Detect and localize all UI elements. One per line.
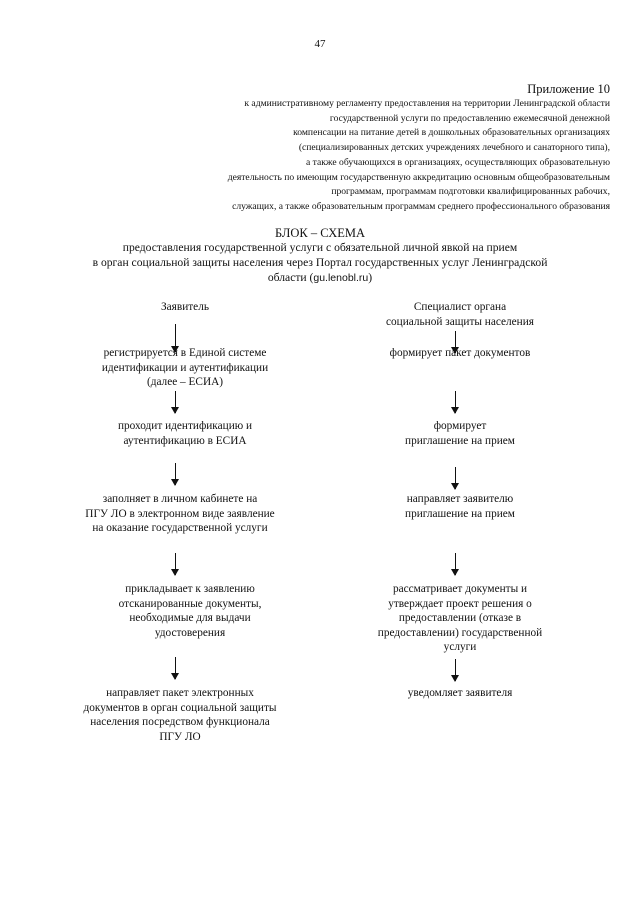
appendix-line: служащих, а также образовательным программам среднего профессионального образования — [232, 200, 610, 212]
step-line: на оказание государственной услуги — [92, 522, 268, 535]
header-line: Заявитель — [161, 301, 209, 313]
step-line: отсканированные документы, — [118, 597, 262, 610]
right-step-1 — [340, 346, 580, 361]
appendix-line: программам, программам подготовки квалифицированных рабочих, — [331, 186, 610, 198]
step-line: (далее – ЕСИА) — [146, 376, 224, 389]
step-line: документов в орган социальной защиты — [83, 701, 277, 714]
flow-arrow-down — [455, 553, 456, 575]
right-step-2 — [340, 419, 580, 448]
step-line: аутентификацию в ЕСИА — [123, 434, 247, 447]
step-line: услуги — [443, 641, 477, 654]
left-step-4 — [65, 582, 315, 640]
appendix-line: государственной услуги по предоставлению ежемесячной денежной — [329, 112, 610, 124]
right-step-4 — [340, 582, 580, 655]
step-line: формирует — [433, 420, 487, 432]
appendix-line: к административному регламенту предоставления на территории Ленинградской области — [244, 98, 610, 109]
header-line: Специалист органа — [413, 301, 507, 313]
left-step-3 — [50, 492, 310, 536]
step-line: необходимые для выдачи — [129, 612, 251, 625]
appendix-line: деятельность по имеющим государственную аккредитацию основным общеобразовательным — [227, 171, 610, 183]
appendix-subtitle — [150, 97, 610, 215]
step-line: рассматривает документы и — [392, 583, 528, 595]
page-number: 47 — [314, 38, 326, 50]
flow-arrow-down — [175, 391, 176, 413]
step-line: ПГУ ЛО в электронном виде заявление — [85, 507, 275, 520]
flow-arrow-down — [455, 467, 456, 489]
scheme-subtitle-line: в орган социальной защиты населения через Портал государственных услуг Ленинградской — [92, 256, 548, 269]
scheme-subtitle-line — [60, 270, 580, 286]
step-line: ПГУ ЛО — [159, 730, 201, 743]
step-line: уведомляет заявителя — [407, 687, 513, 699]
appendix-line: (специализированных детских учреждениях лечебного и санаторного типа), — [298, 142, 610, 154]
right-step-3 — [340, 492, 580, 521]
step-line: направляет пакет электронных — [106, 687, 254, 699]
flow-arrow-down — [455, 391, 456, 413]
flow-arrow-down — [175, 463, 176, 485]
scheme-subtitle-text: ) — [368, 271, 373, 284]
step-line: прикладывает к заявлению — [125, 583, 255, 595]
left-step-1 — [60, 346, 310, 390]
step-line: формирует пакет документов — [389, 347, 531, 359]
step-line: регистрируется в Единой системе — [103, 347, 267, 359]
step-line: приглашение на прием — [405, 434, 515, 447]
flow-arrow-down — [175, 553, 176, 575]
step-line: заполняет в личном кабинете на — [102, 493, 258, 505]
left-step-5 — [50, 686, 310, 744]
left-step-2 — [60, 419, 310, 448]
flow-arrow-down — [455, 659, 456, 681]
step-line: проходит идентификацию и — [117, 420, 253, 432]
header-line: социальной защиты населения — [386, 315, 534, 328]
scheme-subtitle-text: области ( — [267, 271, 314, 284]
appendix-line: а также обучающихся в организациях, осуществляющих образовательную — [306, 156, 610, 168]
appendix-line: компенсации на питание детей в дошкольных образовательных организациях — [293, 127, 610, 139]
step-line: утверждает проект решения о — [388, 597, 532, 610]
left-column-header — [70, 300, 300, 315]
flow-arrow-down — [175, 657, 176, 679]
step-line: удостоверения — [154, 626, 226, 639]
step-line: населения посредством функционала — [90, 716, 270, 729]
appendix-title: Приложение 10 — [527, 82, 610, 96]
step-line: приглашение на прием — [405, 507, 515, 520]
scheme-title: БЛОК – СХЕМА — [274, 226, 366, 240]
step-line: предоставлении (отказе в — [398, 612, 522, 625]
right-step-5 — [340, 686, 580, 701]
step-line: предоставлении) государственной — [377, 626, 543, 639]
scheme-subtitle-line: предоставления государственной услуги с обязательной личной явкой на прием — [122, 241, 518, 254]
step-line: направляет заявителю — [406, 493, 514, 505]
scheme-subtitle — [60, 240, 580, 286]
portal-link[interactable]: gu.lenobl.ru — [313, 272, 369, 284]
right-column-header — [340, 300, 580, 329]
step-line: идентификации и аутентификации — [101, 361, 269, 374]
